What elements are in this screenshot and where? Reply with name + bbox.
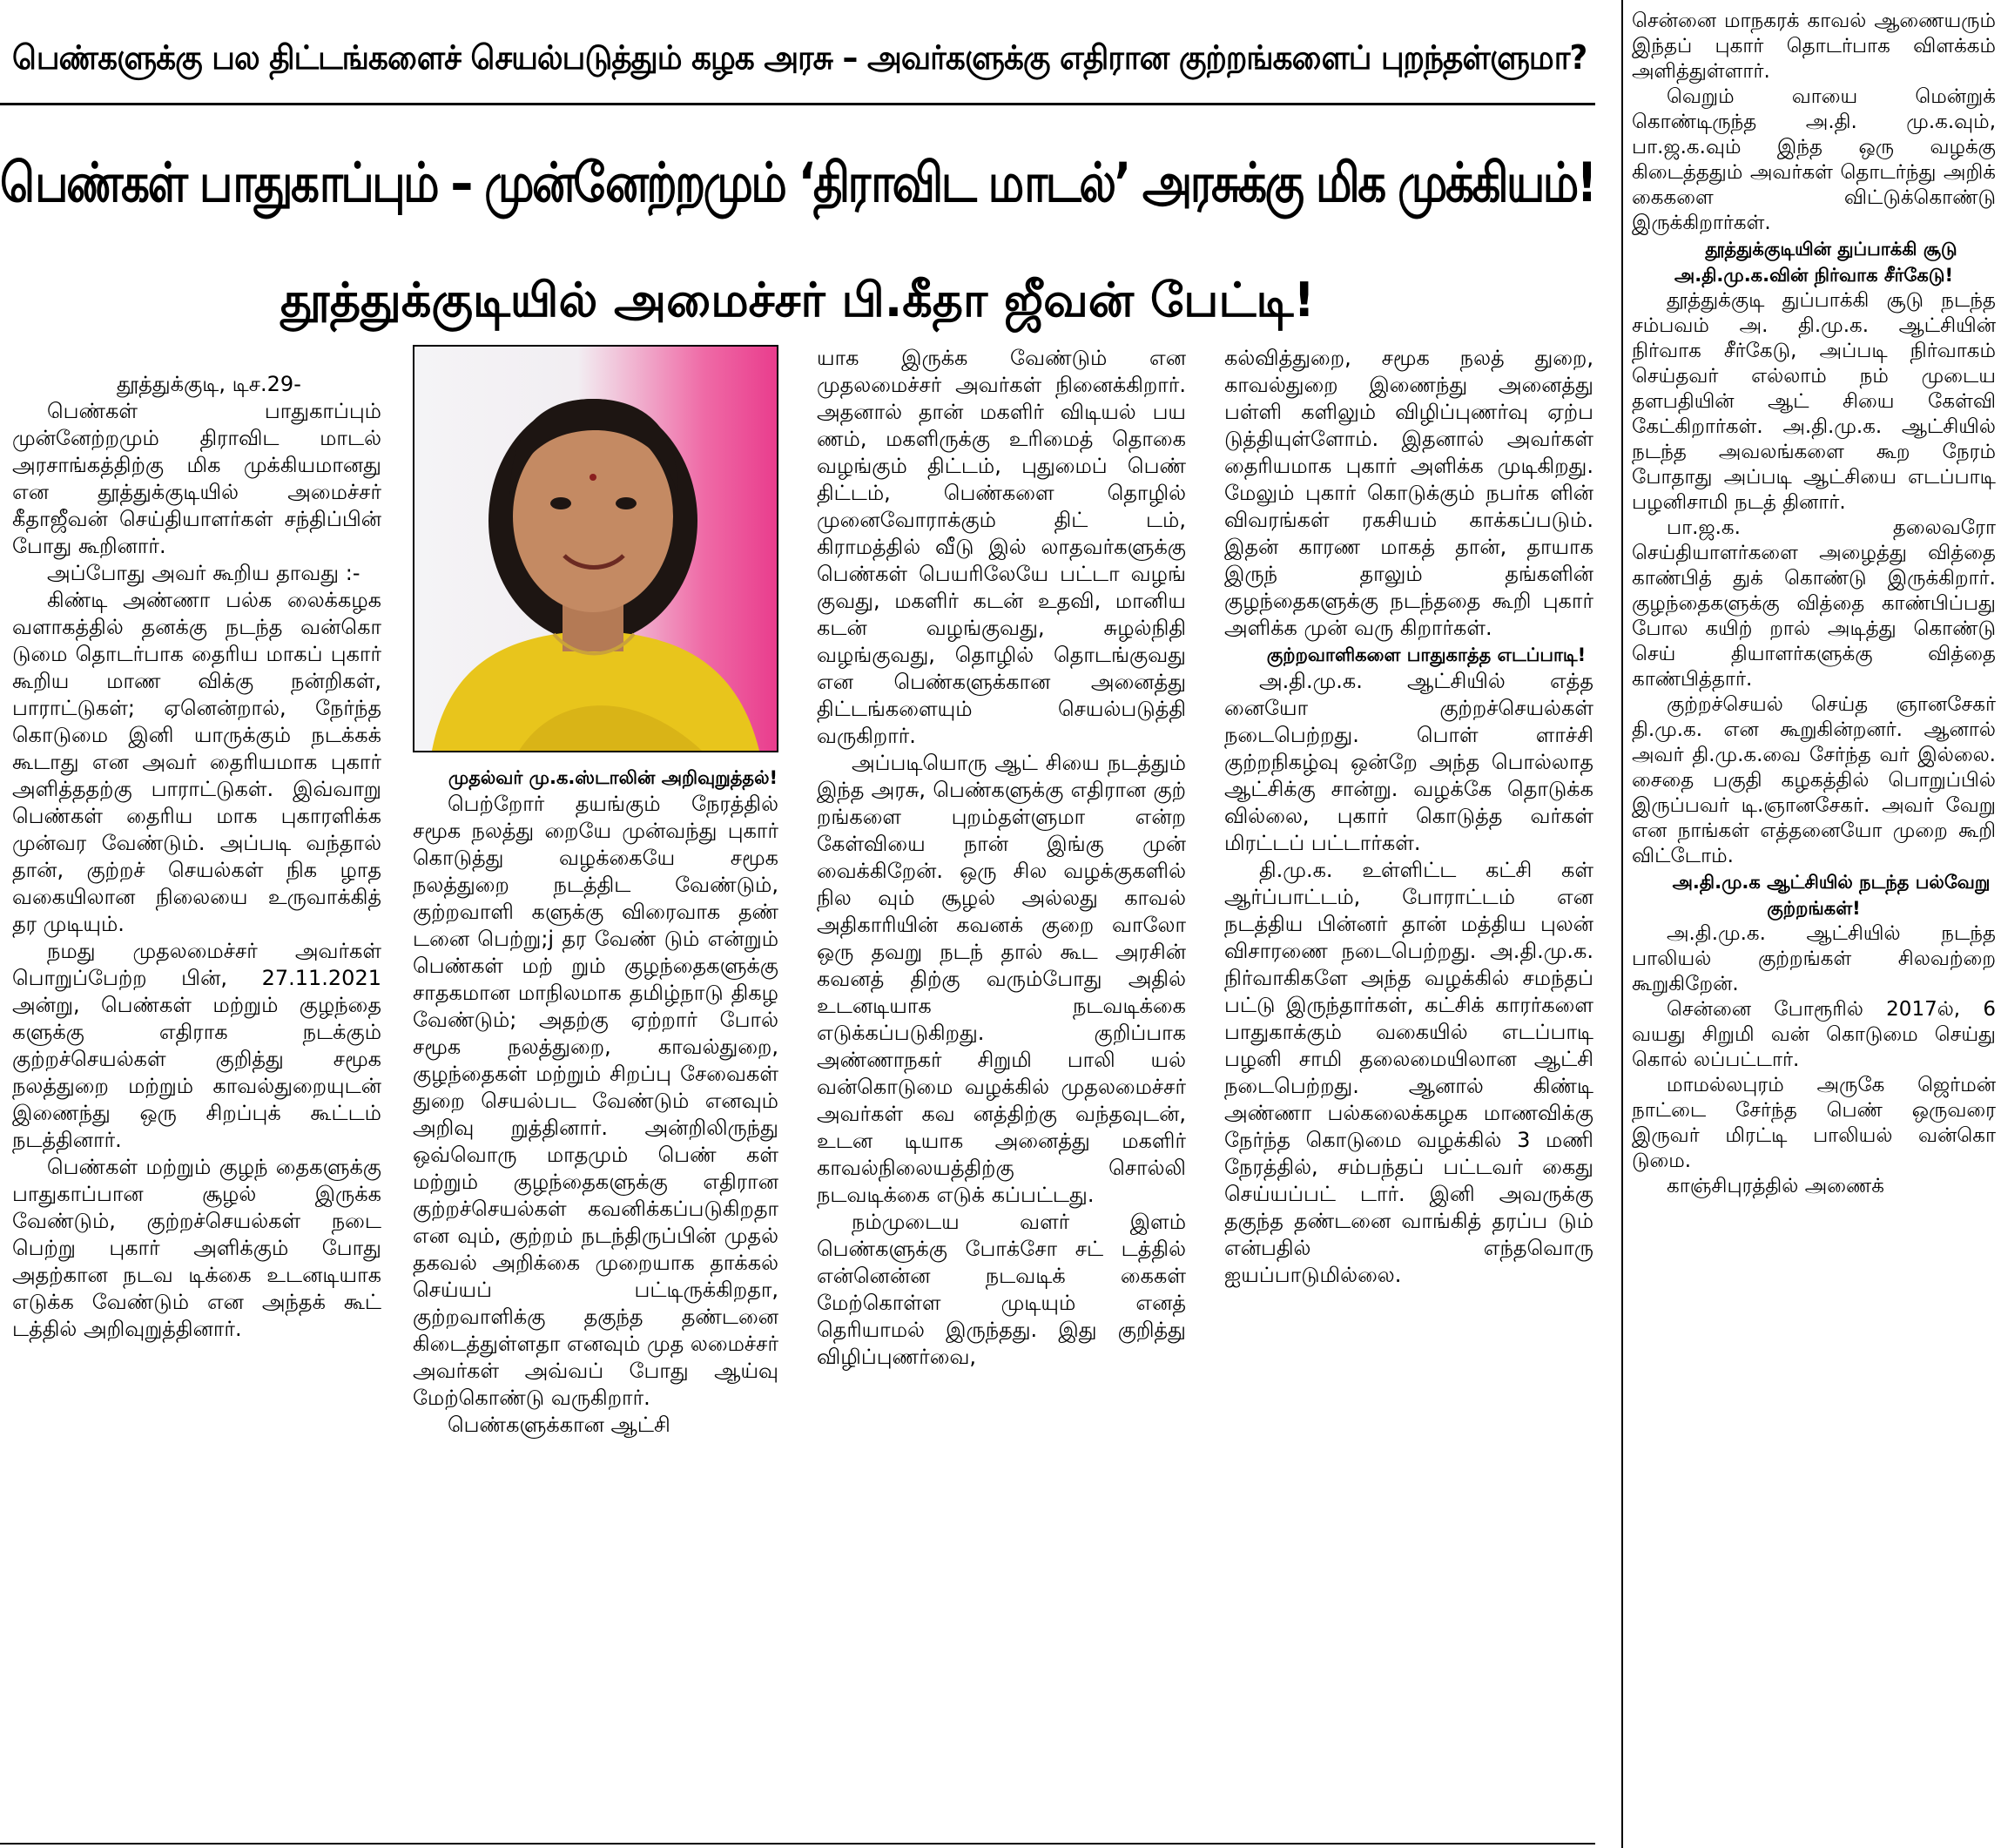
paragraph: அப்படியொரு ஆட் சியை நடத்தும் இந்த அரசு, பெண்களுக்கு எதிரான குற் றங்களை புறம்தள்ளுமா என்ற கேள்வியை நான் இங்கு முன் வைக்கிறேன். ஒரு சில வழக்குகளில் நில வும் சூழல் அல்லது காவல் அதிகாரியின் கவனக் குறை வாலோ ஒரு தவறு நடந் தால் கூட அரசின் கவனத் திற்கு வரும்போது அதில் உடனடியாக நடவடிக்கை எடுக்கப்படுகிறது. குறிப்பாக அண்ணாநகர் சிறுமி பாலி யல் வன்கொடுமை வழக்கில் முதலமைச்சர் அவர்கள் கவ னத்திற்கு வந்தவுடன், உடன டியாக அனைத்து மகளிர் காவல்நிலையத்திற்கு சொல்லி நடவடிக்கை எடுக் கப்பட்டது.: [817, 751, 1186, 1207]
paragraph: தூத்துக்குடி துப்பாக்கி சூடு நடந்த சம்பவம் அ. தி.மு.க. ஆட்சியின் நிர்வாக சீர்கேடு, அப்படி நிர்வாகம் செய்தவர் எல்லாம் நம் முடைய தளபதியின் ஆட் சியை கேள்வி கேட்கிறார்கள். அ.தி.மு.க. ஆட்சியில் நடந்த அவலங்களை கூற நேரம் போதாது அப்படி ஆட்சியை எடப்பாடி பழனிசாமி நடத் தினார்.: [1632, 289, 1996, 514]
sub-headline: தூத்துக்குடியில் அமைச்சர் பி.கீதா ஜீவன் பேட்டி!: [280, 273, 1316, 327]
paragraph: குற்றச்செயல் செய்த ஞானசேகர் தி.மு.க. என கூறுகின்றனர். ஆனால் அவர் தி.மு.க.வை சேர்ந்த வர் இல்லை. சைதை பகுதி கழகத்தில் பொறுப்பில் இருப்பவர் டி.ஞானசேகர். அவர் வேறு என நாங்கள் எத்தனையோ முறை கூறி விட்டோம்.: [1632, 693, 1996, 867]
paragraph: அ.தி.மு.க. ஆட்சியில் எத்த னையோ குற்றச்செயல்கள் நடைபெற்றது. பொள் ளாச்சி குற்றநிகழ்வு ஒன்றே அந்த பொல்லாத ஆட்சிக்கு சான்று. வழக்கே தொடுக்க வில்லை, புகார் கொடுத்த வர்கள் மிரட்டப் பட்டார்கள்.: [1224, 669, 1593, 855]
section-subheading: அ.தி.மு.க ஆட்சியில் நடந்த பல்வேறு குற்றங்கள்!: [1672, 872, 1991, 919]
paragraph: மாமல்லபுரம் அருகே ஜெர்மன் நாட்டை சேர்ந்த பெண் ஒருவரை இருவர் மிரட்டி பாலியல் வன்கொ டுமை.: [1632, 1074, 1996, 1172]
paragraph: பெற்றோர் தயங்கும் நேரத்தில் சமூக நலத்து றையே முன்வந்து புகார் கொடுத்து வழக்கையே சமூக நலத்துறை நடத்திட வேண்டும், குற்றவாளி களுக்கு விரைவாக தண் டனை பெற்று;j தர வேண் டும் என்றும் பெண்கள் மற் றும் குழந்தைகளுக்கு சாதகமான மாநிலமாக தமிழ்நாடு திகழ வேண்டும்; அதற்கு ஏற்றார் போல் சமூக நலத்துறை, காவல்துறை, குழந்தைகள் மற்றும் சிறப்பு சேவைகள் துறை செயல்பட வேண்டும் எனவும் அறிவு றுத்தினார். அன்றிலிருந்து ஒவ்வொரு மாதமும் பெண் கள் மற்றும் குழந்தைகளுக்கு எதிரான குற்றச்செயல்கள் கவனிக்கப்படுகிறதா என வும், குற்றம் நடந்திருப்பின் முதல் தகவல் அறிக்கை முறையாக தாக்கல் செய்யப் பட்டிருக்கிறதா, குற்றவாளிக்கு தகுந்த தண்டனை கிடைத்துள்ளதா எனவும் முத லமைச்சர் அவர்கள் அவ்வப் போது ஆய்வு மேற்கொண்டு வருகிறார்.: [413, 792, 778, 1410]
section-subheading: குற்றவாளிகளை பாதுகாத்த எடப்பாடி!: [1266, 644, 1587, 665]
paragraph: காஞ்சிபுரத்தில் அணைக்: [1667, 1175, 1884, 1197]
dateline: தூத்துக்குடி, டிச.29-: [117, 372, 301, 396]
column-divider: [1621, 0, 1623, 1848]
article-column-4: [1224, 345, 1593, 1843]
paragraph: கல்வித்துறை, சமூக நலத் துறை, காவல்துறை இணைந்து அனைத்து பள்ளி களிலும் விழிப்புணர்வு ஏற்ப டுத்தியுள்ளோம். இதனால் அவர்கள் தைரியமாக புகார் அளிக்க முடிகிறது. மேலும் புகார் கொடுக்கும் நபர்க ளின் விவரங்கள் ரகசியம் காக்கப்படும். இதன் காரண மாகத் தான், தாயாக இருந் தாலும் தங்களின் குழந்தைகளுக்கு நடந்ததை கூறி புகார் அளிக்க முன் வரு கிறார்கள்.: [1224, 346, 1593, 640]
paragraph: பெண்கள் பாதுகாப்பும் முன்னேற்றமும் திராவிட மாடல் அரசாங்கத்திற்கு மிக முக்கியமானது என தூத்துக்குடியில் அமைச்சர் கீதாஜீவன் செய்தியாளர்கள் சந்திப்பின் போது கூறினார்.: [12, 399, 381, 558]
paragraph: அப்போது அவர் கூறிய தாவது :-: [47, 561, 360, 585]
paragraph: யாக இருக்க வேண்டும் என முதலமைச்சர் அவர்கள் நினைக்கிறார். அதனால் தான் மகளிர் விடியல் பய ணம், மகளிருக்கு உரிமைத் தொகை வழங்கும் திட்டம், புதுமைப் பெண் திட்டம், பெண்களை தொழில் முனைவோராக்கும் திட் டம், கிராமத்தில் வீடு இல் லாதவர்களுக்கு பெண்கள் பெயரிலேயே பட்டா வழங் குவது, மகளிர் கடன் உதவி, மானிய கடன் வழங்குவது, சுழல்நிதி வழங்குவது, தொழில் தொடங்குவது என பெண்களுக்கான அனைத்து திட்டங்களையும் செயல்படுத்தி வருகிறார்.: [817, 346, 1186, 748]
paragraph: அ.தி.மு.க. ஆட்சியில் நடந்த பாலியல் குற்றங்கள் சிலவற்றை கூறுகிறேன்.: [1632, 922, 1996, 995]
article-column-3: [817, 345, 1186, 1843]
header-rule: [0, 103, 1595, 105]
bottom-rule: [0, 1843, 1595, 1845]
paragraph: கிண்டி அண்ணா பல்க லைக்கழக வளாகத்தில் தனக்கு நடந்த வன்கொ டுமை தொடர்பாக தைரிய மாகப் புகார் கூறிய மாண விக்கு நன்றிகள், பாராட்டுகள்; ஏனென்றால், நேர்ந்த கொடுமை இனி யாருக்கும் நடக்கக் கூடாது என அவர் தைரியமாக புகார் அளித்ததற்கு பாராட்டுகள். இவ்வாறு பெண்கள் தைரிய மாக புகாரளிக்க முன்வர வேண்டும். அப்படி வந்தால் தான், குற்றச் செயல்கள் நிக ழாத வகையிலான நிலையை உருவாக்கித் தர முடியும்.: [12, 588, 381, 936]
paragraph: பா.ஜ.க. தலைவரோ செய்தியாளர்களை அழைத்து வித்தை காண்பித் துக் கொண்டு இருக்கிறார். குழந்தைகளுக்கு வித்தை காண்பிப்பது போல கயிற் றால் அடித்து கொண்டு செய் தியாளர்களுக்கு வித்தை காண்பித்தார்.: [1632, 516, 1996, 691]
paragraph: தி.மு.க. உள்ளிட்ட கட்சி கள் ஆர்ப்பாட்டம், போராட்டம் என நடத்திய பின்னர் தான் மத்திய புலன் விசாரணை நடைபெற்றது. அ.தி.மு.க. நிர்வாகிகளே அந்த வழக்கில் சமந்தப் பட்டு இருந்தார்கள், கட்சிக் காரர்களை பாதுகாக்கும் வகையில் எடப்பாடி பழனி சாமி தலைமையிலான ஆட்சி நடைபெற்றது. ஆனால் கிண்டி அண்ணா பல்கலைக்கழக மாணவிக்கு நேர்ந்த கொடுமை வழக்கில் 3 மணி நேரத்தில், சம்பந்தப் பட்டவர் கைது செய்யப்பட் டார். இனி அவருக்கு தகுந்த தண்டனை வாங்கித் தரப்ப டும் என்பதில் எந்தவொரு ஐயப்பாடுமில்லை.: [1224, 858, 1593, 1287]
article-column-5: [1632, 9, 1996, 1843]
main-headline: பெண்கள் பாதுகாப்பும் – முன்னேற்றமும் ‘திராவிட மாடல்’ அரசுக்கு மிக முக்கியம்!: [0, 151, 1595, 214]
paragraph: நம்முடைய வளர் இளம் பெண்களுக்கு போக்சோ சட் டத்தில் என்னென்ன நடவடிக் கைகள் மேற்கொள்ள முடியும் எனத் தெரியாமல் இருந்தது. இது குறித்து விழிப்புணர்வை,: [817, 1210, 1186, 1369]
section-subheading: முதல்வர் மு.க.ஸ்டாலின் அறிவுறுத்தல்!: [448, 767, 778, 788]
paragraph: சென்னை போரூரில் 2017ல், 6 வயது சிறுமி வன் கொடுமை செய்து கொல் லப்பட்டார்.: [1632, 998, 1996, 1071]
article-column-2: [413, 765, 778, 1843]
section-subheading: தூத்துக்குடியின் துப்பாக்கி சூடு அ.தி.மு.க.வின் நிர்வாக சீர்கேடு!: [1674, 239, 1957, 286]
paragraph: வெறும் வாயை மென்றுக் கொண்டிருந்த அ.தி. மு.க.வும், பா.ஜ.க.வும் இந்த ஒரு வழக்கு கிடைத்ததும் அவர்கள் தொடர்ந்து அறிக் கைகளை விட்டுக்கொண்டு இருக்கிறார்கள்.: [1632, 85, 1996, 234]
portrait-illustration: [414, 347, 777, 751]
minister-photo: [413, 345, 778, 752]
article-column-1: [12, 371, 381, 1843]
kicker-headline: பெண்களுக்கு பல திட்டங்களைச் செயல்படுத்தும் கழக அரசு – அவர்களுக்கு எதிரான குற்றங்களைப் புறந்தள்ளுமா?: [12, 38, 1587, 77]
paragraph: நமது முதலமைச்சர் அவர்கள் பொறுப்பேற்ற பின், 27.11.2021 அன்று, பெண்கள் மற்றும் குழந்தை களுக்கு எதிராக நடக்கும் குற்றச்செயல்கள் குறித்து சமூக நலத்துறை மற்றும் காவல்துறையுடன் இணைந்து ஒரு சிறப்புக் கூட்டம் நடத்தினார்.: [12, 939, 381, 1152]
paragraph: சென்னை மாநகரக் காவல் ஆணையரும் இந்தப் புகார் தொடர்பாக விளக்கம் அளித்துள்ளார்.: [1632, 10, 1996, 83]
paragraph: பெண்களுக்கான ஆட்சி: [448, 1413, 670, 1437]
paragraph: பெண்கள் மற்றும் குழந் தைகளுக்கு பாதுகாப்பான சூழல் இருக்க வேண்டும், குற்றச்செயல்கள் நடை பெற்று புகார் அளிக்கும் போது அதற்கான நடவ டிக்கை உடனடியாக எடுக்க வேண்டும் என அந்தக் கூட் டத்தில் அறிவுறுத்தினார்.: [12, 1155, 381, 1341]
